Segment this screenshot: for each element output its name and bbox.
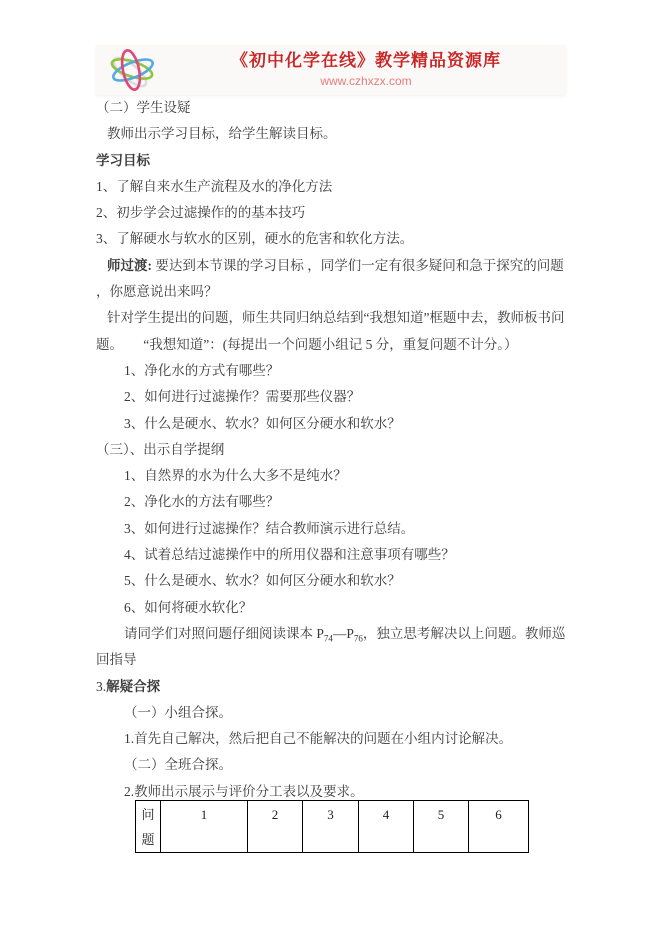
section-explore-heading (96, 674, 568, 700)
paragraph-reading-task (96, 621, 568, 674)
paragraph-transition (96, 253, 568, 306)
outline-item-5: 5、什么是硬水、软水？如何区分硬水和软水？ (124, 573, 401, 589)
reading-part2: —P (332, 625, 354, 641)
site-url: www.czhxzx.com (320, 74, 412, 88)
site-header-banner (96, 45, 566, 95)
learning-goals-heading: 学习目标 (96, 152, 150, 168)
table-cell-q6: 6 (469, 801, 529, 853)
explore-step-2: 2.教师出示展示与评价分工表以及要求。 (124, 783, 364, 799)
transition-lead: 师过渡: (107, 257, 152, 273)
question-item-1: 1、净化水的方式有哪些？ (124, 362, 280, 378)
paragraph-teacher-goal: 教师出示学习目标，给学生解读目标。 (107, 126, 337, 142)
table-cell-q1: 1 (161, 801, 248, 853)
question-table (135, 800, 529, 853)
table-cell-q2: 2 (248, 801, 303, 853)
outline-item-4: 4、试着总结过滤操作中的所用仪器和注意事项有哪些？ (124, 547, 455, 563)
class-explore-heading: （二）全班合探。 (124, 757, 232, 773)
question-item-2: 2、如何进行过滤操作？需要那些仪器？ (124, 389, 361, 405)
question-table-wrap (135, 800, 568, 853)
question-item-3: 3、什么是硬水、软水？如何区分硬水和软水？ (124, 415, 401, 431)
site-title: 《初中化学在线》教学精品资源库 (231, 51, 501, 70)
reading-part1: 请同学们对照问题仔细阅读课本 P (124, 625, 324, 641)
atom-logo-icon (101, 45, 163, 95)
explore-prefix: 3. (96, 678, 107, 694)
paragraph-summarize: 针对学生提出的问题，师生共同归纳总结到“我想知道”框题中去，教师板书问题。 “我想知道”：(每提出一个问题小组记 5 分，重复问题不计分。） (96, 310, 565, 352)
document-content (96, 95, 568, 853)
goal-item-3: 3、了解硬水与软水的区别，硬水的危害和软化方法。 (96, 231, 414, 247)
outline-item-1: 1、自然界的水为什么大多不是纯水？ (124, 468, 347, 484)
section3-heading: （三）、出示自学提纲 (96, 441, 225, 457)
outline-item-6: 6、如何将硬水软化？ (124, 599, 253, 615)
goal-item-2: 2、初步学会过滤操作的的基本技巧 (96, 205, 306, 221)
group-explore-heading: （一）小组合探。 (124, 704, 232, 720)
table-row-header-cell: 问题 (136, 801, 161, 853)
explore-title: 解疑合探 (106, 678, 161, 694)
section2-heading: （二）学生设疑 (96, 100, 191, 115)
outline-item-3: 3、如何进行过滤操作？结合教师演示进行总结。 (124, 520, 415, 536)
goal-item-1: 1、了解自来水生产流程及水的净化方法 (96, 178, 333, 194)
outline-item-2: 2、净化水的方法有哪些？ (124, 494, 280, 510)
explore-step-1: 1.首先自己解决，然后把自己不能解决的问题在小组内讨论解决。 (124, 731, 513, 747)
table-cell-q5: 5 (414, 801, 469, 853)
table-cell-q3: 3 (303, 801, 359, 853)
header-text-block (166, 45, 566, 88)
table-row (136, 801, 529, 853)
table-cell-q4: 4 (359, 801, 414, 853)
reading-part3: ，独立思考解决以上问题。教师巡回指导 (96, 625, 566, 668)
page-subscript-74: 74 (323, 633, 333, 644)
transition-rest: 要达到本节课的学习目标 ，同学们一定有很多疑问和急于探究的问题 ，你愿意说出来吗？ (96, 257, 568, 300)
page-subscript-76: 76 (353, 633, 363, 644)
